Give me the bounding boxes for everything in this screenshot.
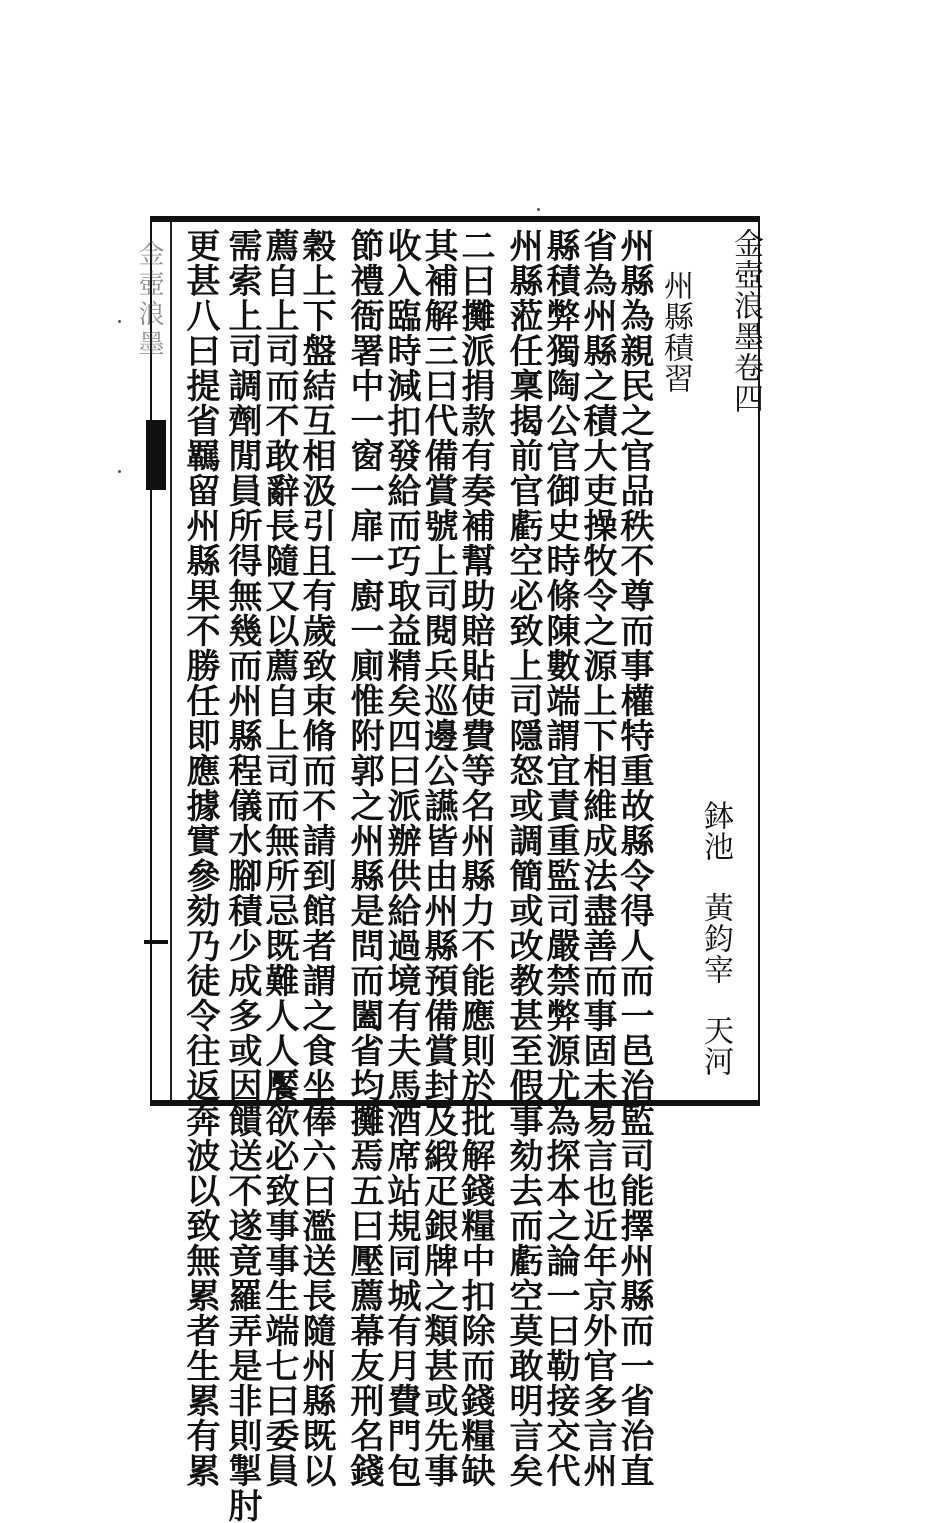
author-pen-name: 鉢池 (698, 800, 733, 862)
text-column: 縣積弊獨陶公官御史時條陳數端謂宜責重監司嚴禁弊源尤為探本之論一曰勒接交代 (540, 228, 580, 1488)
text-column: 更甚八曰提省羈留州縣果不勝任即應據實參劾乃徒令往返奔波以致無累者生累有累 (180, 228, 220, 1488)
book-title: 金壺浪墨卷四 (728, 228, 763, 414)
text-column: 其補解三曰代備賞號上司閱兵巡邊公讌皆由州縣預備賞封及緞疋銀牌之類甚或先事 (418, 228, 458, 1488)
author-name: 黃鈞宰 (698, 892, 733, 985)
scan-speck (537, 208, 540, 211)
scan-speck (118, 470, 121, 473)
text-column: 需索上司調劑閒員所得無幾而州縣程儀水腳積少成多或因饋送不遂竟羅弄是非則掣肘 (222, 228, 262, 1523)
author-line (695, 800, 735, 1077)
text-column: 薦自上司而不敢辭長隨又以薦自上司而無所忌既難人人饜欲必致事事生端七曰委員 (259, 228, 299, 1488)
text-column: 穀上下盤結互相汲引且有歲致束脩而不請到館者謂之食坐俸六曰濫送長隨州縣既以 (296, 228, 336, 1488)
fold-margin-title: 金壺浪墨 (134, 240, 164, 360)
text-column: 州縣為親民之官品秩不尊而事權特重故縣令得人而一邑治監司能擇州縣而一省治直 (614, 228, 654, 1488)
scan-speck (118, 320, 121, 323)
fishtail-mark (146, 420, 166, 490)
text-column: 州縣蒞任稟揭前官虧空必致上司隱怒或調簡或改教甚至假事劾去而虧空莫敢明言矣 (503, 228, 543, 1488)
fold-margin-tick (144, 940, 168, 944)
fold-margin-rule (170, 222, 172, 1100)
text-column: 收入臨時減扣發給而巧取益精矣四曰派辦供給過境有夫馬酒席站規同城有月費門包 (381, 228, 421, 1488)
text-column: 省為州縣之積大吏操牧令之源上下相維成法盡善而事固未易言也近年京外官多言州 (577, 228, 617, 1488)
author-style-name: 天河 (698, 1015, 733, 1077)
text-column: 二曰攤派捐款有奏補幫助賠貼使費等名州縣力不能應則於批解錢糧中扣除而錢糧缺 (455, 228, 495, 1488)
section-title: 州縣積習 (658, 270, 693, 394)
text-column: 節禮衙署中一窗一扉一廚一廁惟附郭之州縣是問而闔省均攤焉五曰壓薦幕友刑名錢 (344, 228, 384, 1488)
